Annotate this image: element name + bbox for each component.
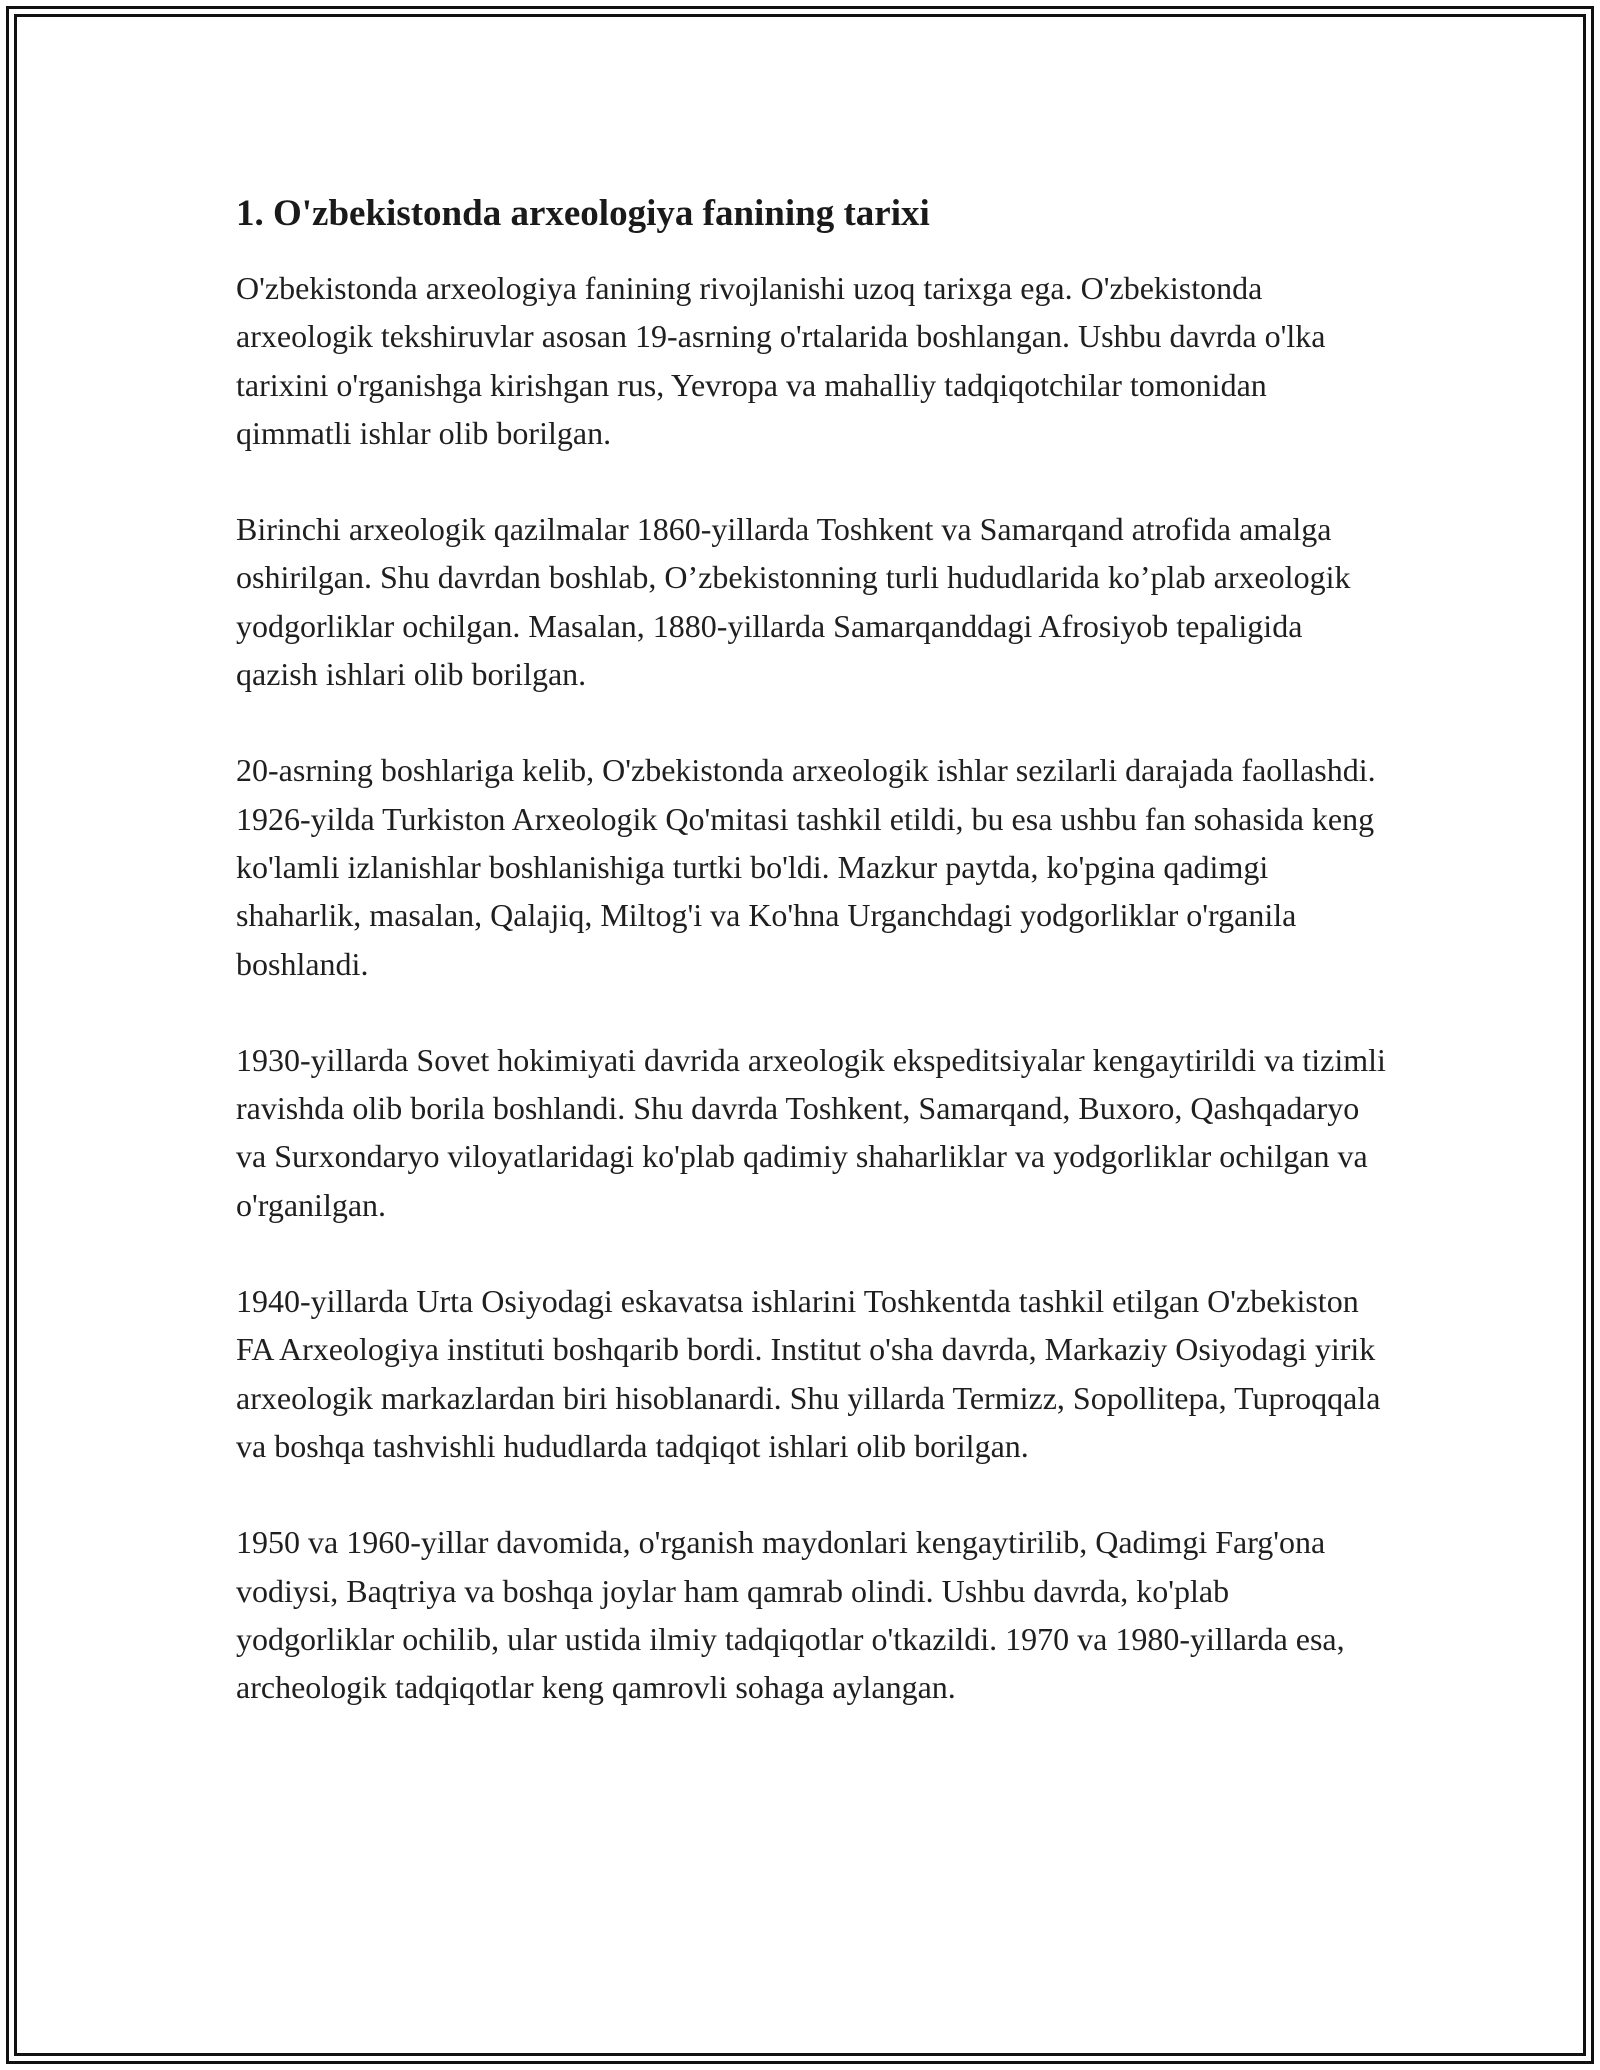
document-body	[236, 188, 1386, 1759]
paragraph-intro: O'zbekistonda arxeologiya fanining rivojlanishi uzoq tarixga ega. O'zbekistonda arxeologik tekshiruvlar asosan 19-asrning o'rtalarida boshlangan. Ushbu davrda o'lka tarixini o'rganishga kirishgan rus, Yevropa va mahalliy tadqiqotchilar tomonidan qimmatli ishlar olib borilgan.	[236, 270, 1326, 451]
paragraph-first-excavations: Birinchi arxeologik qazilmalar 1860-yillarda Toshkent va Samarqand atrofida amalga oshirilgan. Shu davrdan boshlab, O’zbekistonning turli hududlarida ko’plab arxeologik yodgorliklar ochilgan. Masalan, 1880-yillarda Samarqanddagi Afrosiyob tepaligida qazish ishlari olib borilgan.	[236, 511, 1351, 693]
paragraph-1930s: 1930-yillarda Sovet hokimiyati davrida arxeologik ekspeditsiyalar kengaytirildi va tizimli ravishda olib borila boshlandi. Shu davrda Toshkent, Samarqand, Buxoro, Qashqadaryo va Surxondaryo viloyatlaridagi ko'plab qadimiy shaharliklar va yodgorliklar ochilgan va o'rganilgan.	[236, 1041, 1386, 1223]
paragraph-1950s-1980s: 1950 va 1960-yillar davomida, o'rganish maydonlari kengaytirilib, Qadimgi Farg'ona vodiysi, Baqtriya va boshqa joylar ham qamrab olindi. Ushbu davrda, ko'plab yodgorliklar ochilib, ular ustida ilmiy tadqiqotlar o'tkazildi. 1970 va 1980-yillarda esa, archeologik tadqiqotlar keng qamrovli sohaga aylangan.	[236, 1524, 1345, 1706]
paragraph-1940s: 1940-yillarda Urta Osiyodagi eskavatsa ishlarini Toshkentda tashkil etilgan O'zbekiston FA Arxeologiya instituti boshqarib bordi. Institut o'sha davrda, Markaziy Osiyodagi yirik arxeologik markazlardan biri hisoblanardi. Shu yillarda Termizz, Sopollitepa, Tuproqqala va boshqa tashvishli hududlarda tadqiqot ishlari olib borilgan.	[236, 1283, 1381, 1464]
paragraph-early-20th-century: 20-asrning boshlariga kelib, O'zbekistonda arxeologik ishlar sezilarli darajada faollashdi. 1926-yilda Turkiston Arxeologik Qo'mitasi tashkil etildi, bu esa ushbu fan sohasida keng ko'lamli izlanishlar boshlanishiga turtki bo'ldi. Mazkur paytda, ko'pgina qadimgi shaharlik, masalan, Qalajiq, Miltog'i va Ko'hna Urganchdagi yodgorliklar o'rganila boshlandi.	[236, 752, 1376, 982]
section-heading: 1. O'zbekistonda arxeologiya fanining tarixi	[236, 193, 930, 234]
